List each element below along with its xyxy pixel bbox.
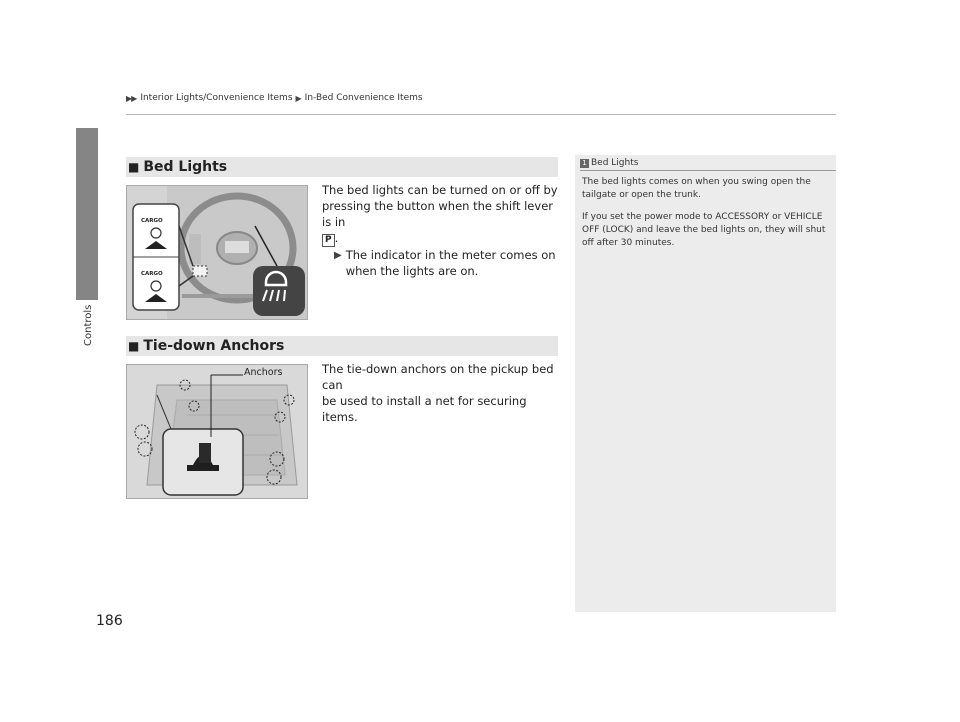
breadcrumb-item-in-bed[interactable]: In-Bed Convenience Items [304,93,423,103]
side-note-heading[interactable]: Bed Lights [591,158,639,168]
square-bullet-icon: ■ [128,339,140,353]
side-note-title [580,158,638,168]
breadcrumb-item-interior-lights[interactable]: Interior Lights/Convenience Items [140,93,293,103]
cargo-label-bottom: CARGO [141,271,163,277]
bed-lights-text-line1: The bed lights can be turned on or off by [322,183,558,197]
side-note-paragraph-1: The bed lights comes on when you swing open the tailgate or open the trunk. [582,177,811,200]
tie-down-description [322,361,562,425]
arrow-right-icon: ▶ [334,250,342,261]
chapter-tab [76,128,98,300]
bed-lights-text-line2: pressing the button when the shift lever is in [322,199,553,229]
page-number: 186 [96,613,123,629]
section-header-tie-down-anchors [126,336,558,356]
side-note-text [582,176,832,259]
side-note-paragraph-2: If you set the power mode to ACCESSORY or VEHICLE OFF (LOCK) and leave the bed lights on, they will shut off after 30 minutes. [582,212,826,248]
section-title: Bed Lights [143,159,228,175]
tie-down-illustration [126,364,308,499]
breadcrumb [126,93,423,103]
double-arrow-icon: ▶▶ [126,93,137,103]
bed-lights-sub-line1: The indicator in the meter comes on [345,248,556,262]
tie-down-text-line2: be used to install a net for securing items. [322,394,527,424]
dashboard-svg [127,186,307,319]
bed-lights-illustration [126,185,308,320]
park-symbol: P [322,234,335,247]
section-title: Tie-down Anchors [143,338,285,354]
side-note-divider [580,170,836,171]
chapter-label: Controls [83,304,94,346]
note-number-badge: 1 [580,159,589,168]
pickup-bed-svg [127,365,307,498]
header-divider [126,114,836,115]
arrow-right-icon: ▶ [295,93,302,103]
section-header-bed-lights [126,157,558,177]
square-bullet-icon: ■ [128,160,140,174]
bed-lights-sub-line2: when the lights are on. [345,264,479,278]
cargo-label-top: CARGO [141,218,163,224]
anchors-callout: Anchors [244,367,283,378]
tie-down-text-line1: The tie-down anchors on the pickup bed can [322,362,554,392]
bed-lights-description: The bed lights can be turned on or off by pressing the button when the shift lever is in P . ▶ The indicator in the meter comes on when the lights are on. [322,182,562,279]
